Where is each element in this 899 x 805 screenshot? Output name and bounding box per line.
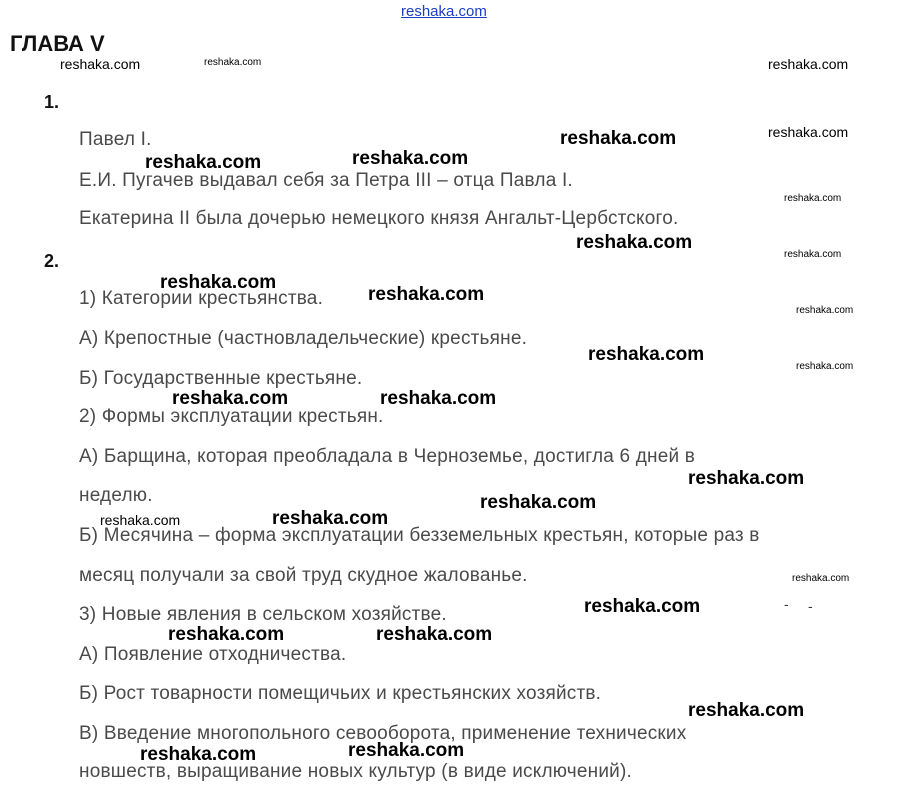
watermark: reshaka.com xyxy=(576,232,693,253)
answer-line: Б) Рост товарности помещичьих и крестьянских хозяйств. xyxy=(79,683,602,704)
watermark: reshaka.com xyxy=(784,193,842,204)
watermark: reshaka.com xyxy=(168,624,285,645)
watermark: reshaka.com xyxy=(160,272,277,293)
watermark: reshaka.com xyxy=(688,700,805,721)
watermark: reshaka.com xyxy=(348,740,465,761)
answer-line: 3) Новые явления в сельском хозяйстве. xyxy=(79,604,447,625)
stray-mark: - xyxy=(784,596,789,612)
watermark: reshaka.com xyxy=(796,305,854,316)
watermark: reshaka.com xyxy=(140,744,257,765)
watermark: reshaka.com xyxy=(688,468,805,489)
answer-line: новшеств, выращивание новых культур (в виде исключений). xyxy=(79,761,632,782)
watermark: reshaka.com xyxy=(480,492,597,513)
watermark: reshaka.com xyxy=(792,573,850,584)
answer-line: месяц получали за свой труд скудное жалованье. xyxy=(79,565,528,586)
watermark: reshaka.com xyxy=(368,284,485,305)
stray-mark: - xyxy=(808,598,813,614)
watermark: reshaka.com xyxy=(352,148,469,169)
section-number-1: 1. xyxy=(44,92,60,112)
watermark: reshaka.com xyxy=(768,124,849,140)
answer-line: 1) Категории крестьянства. xyxy=(79,288,324,309)
watermark: reshaka.com xyxy=(60,56,141,72)
watermark: reshaka.com xyxy=(272,508,389,529)
watermark: reshaka.com xyxy=(145,152,262,173)
answer-line: А) Барщина, которая преобладала в Черноземье, достигла 6 дней в xyxy=(79,446,696,467)
watermark: reshaka.com xyxy=(796,361,854,372)
watermark: reshaka.com xyxy=(588,344,705,365)
answer-line: В) Введение многопольного севооборота, применение технических xyxy=(79,723,687,744)
answer-line: Е.И. Пугачев выдавал себя за Петра III – отца Павла I. xyxy=(79,170,573,191)
watermark: reshaka.com xyxy=(172,388,289,409)
watermark: reshaka.com xyxy=(768,56,849,72)
site-watermark-link[interactable]: reshaka.com xyxy=(401,3,487,20)
chapter-title: ГЛАВА V xyxy=(10,31,105,56)
answer-line: Б) Месячина – форма эксплуатации безземельных крестьян, которые раз в xyxy=(79,525,760,546)
answer-line: неделю. xyxy=(79,485,153,506)
watermark: reshaka.com xyxy=(204,57,262,68)
answer-line: А) Крепостные (частновладельческие) крестьяне. xyxy=(79,328,528,349)
watermark: reshaka.com xyxy=(380,388,497,409)
answer-line: Екатерина II была дочерью немецкого князя Ангальт-Цербстского. xyxy=(79,208,679,229)
answer-line: Б) Государственные крестьяне. xyxy=(79,368,363,389)
answer-line: 2) Формы эксплуатации крестьян. xyxy=(79,406,384,427)
answer-line: Павел I. xyxy=(79,129,152,150)
watermark: reshaka.com xyxy=(584,596,701,617)
watermark: reshaka.com xyxy=(376,624,493,645)
watermark: reshaka.com xyxy=(100,512,181,528)
watermark: reshaka.com xyxy=(784,249,842,260)
answer-line: А) Появление отходничества. xyxy=(79,644,347,665)
watermark: reshaka.com xyxy=(560,128,677,149)
section-number-2: 2. xyxy=(44,251,60,271)
